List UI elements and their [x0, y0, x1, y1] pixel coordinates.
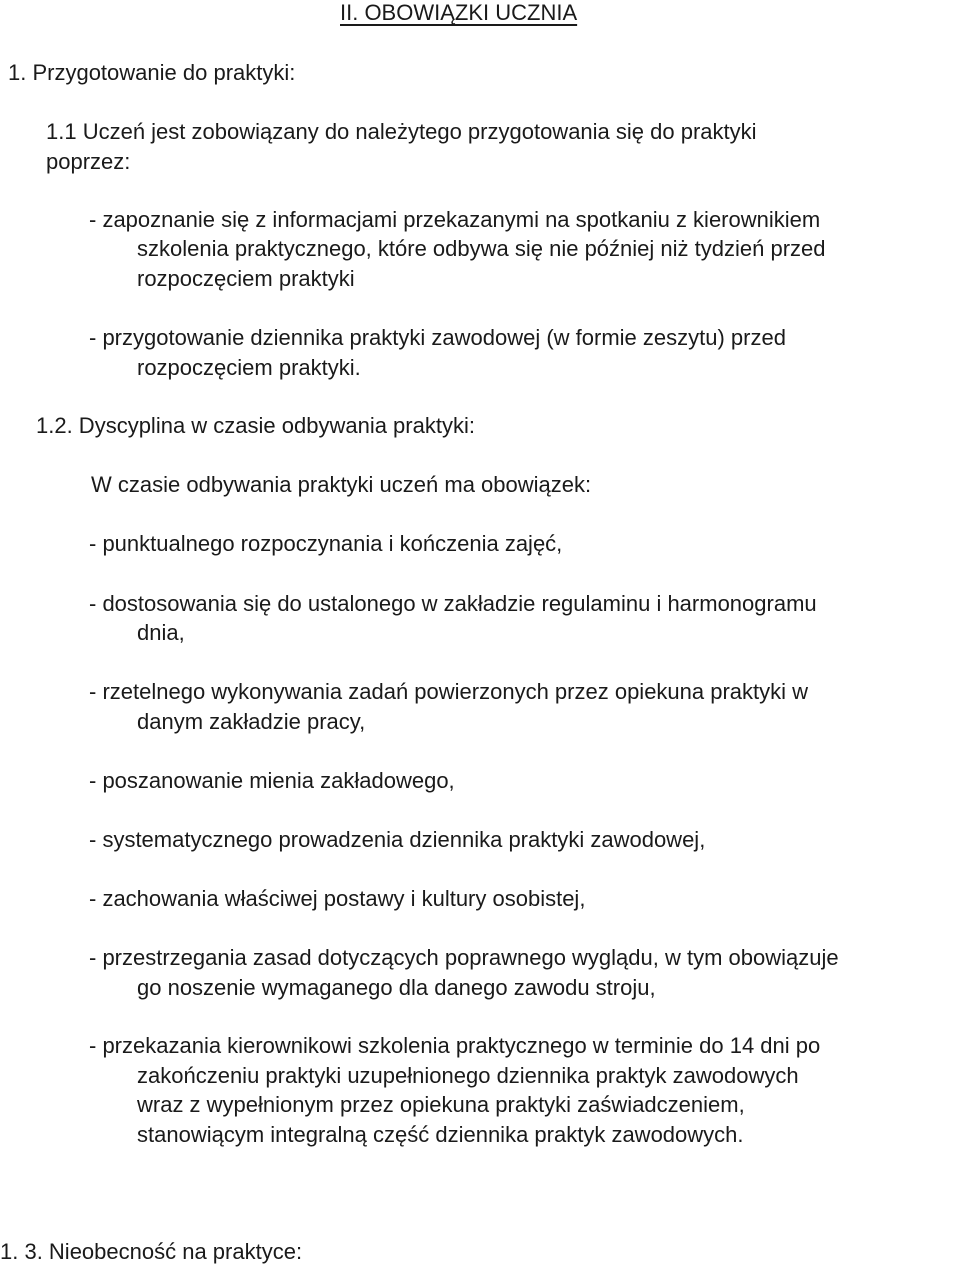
point-1-1-line2: poprzez: [46, 149, 131, 174]
point-1-1-line1: 1.1 Uczeń jest zobowiązany do należytego przygotowania się do praktyki [46, 119, 757, 144]
discipline-item-5: - systematycznego prowadzenia dziennika praktyki zawodowej, [89, 827, 706, 852]
section-heading: II. OBOWIĄZKI UCZNIA [340, 0, 578, 25]
discipline-item-6: - zachowania właściwej postawy i kultury osobistej, [89, 886, 586, 911]
prep-item-1-line3: rozpoczęciem praktyki [137, 266, 355, 291]
discipline-item-8-line3: wraz z wypełnionym przez opiekuna praktyki zaświadczeniem, [137, 1092, 745, 1117]
discipline-item-8-line1: - przekazania kierownikowi szkolenia praktycznego w terminie do 14 dni po [89, 1033, 821, 1058]
prep-item-1-line1: - zapoznanie się z informacjami przekazanymi na spotkaniu z kierownikiem [89, 207, 821, 232]
discipline-item-3-line1: - rzetelnego wykonywania zadań powierzonych przez opiekuna praktyki w [89, 679, 809, 704]
point-1-3-title: 1. 3. Nieobecność na praktyce: [0, 1239, 303, 1264]
discipline-item-8-line2: zakończeniu praktyki uzupełnionego dziennika praktyk zawodowych [137, 1063, 799, 1088]
discipline-item-3-line2: danym zakładzie pracy, [137, 709, 366, 734]
discipline-item-1: - punktualnego rozpoczynania i kończenia zajęć, [89, 531, 563, 556]
discipline-item-2-line1: - dostosowania się do ustalonego w zakładzie regulaminu i harmonogramu [89, 591, 817, 616]
discipline-item-7-line2: go noszenie wymaganego dla danego zawodu stroju, [137, 975, 656, 1000]
discipline-item-8-line4: stanowiącym integralną część dziennika praktyk zawodowych. [137, 1122, 744, 1147]
discipline-item-4: - poszanowanie mienia zakładowego, [89, 768, 455, 793]
point-1-title: 1. Przygotowanie do praktyki: [8, 60, 296, 85]
point-1-2-title: 1.2. Dyscyplina w czasie odbywania praktyki: [36, 413, 475, 438]
discipline-item-2-line2: dnia, [137, 620, 185, 645]
prep-item-2-line1: - przygotowanie dziennika praktyki zawodowej (w formie zeszytu) przed [89, 325, 786, 350]
discipline-intro: W czasie odbywania praktyki uczeń ma obowiązek: [91, 472, 592, 497]
prep-item-1-line2: szkolenia praktycznego, które odbywa się nie później niż tydzień przed [137, 236, 826, 261]
discipline-item-7-line1: - przestrzegania zasad dotyczących poprawnego wyglądu, w tym obowiązuje [89, 945, 839, 970]
prep-item-2-line2: rozpoczęciem praktyki. [137, 355, 361, 380]
